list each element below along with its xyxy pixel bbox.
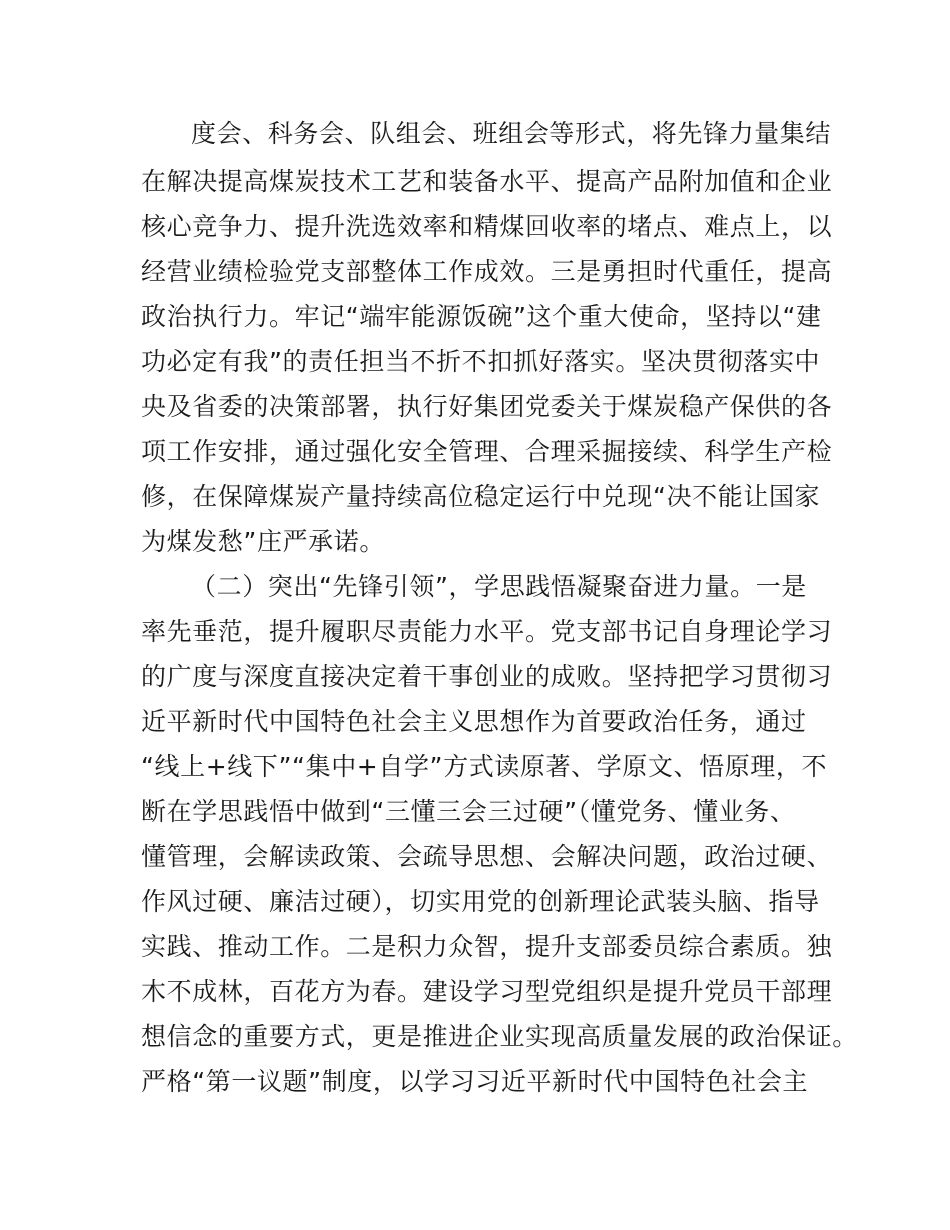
text-line: （二）突出“先锋引领”，学思践悟凝聚奋进力量。一是	[191, 572, 807, 601]
text-line: 断在学思践悟中做到“三懂三会三过硬”（懂党务、懂业务、	[141, 797, 796, 826]
text-line: 项工作安排，通过强化安全管理、合理采掘接续、科学生产检	[141, 437, 833, 466]
text-line: 核心竞争力、提升洗选效率和精煤回收率的堵点、难点上，以	[141, 212, 833, 241]
text-line: 在解决提高煤炭技术工艺和装备水平、提高产品附加值和企业	[141, 167, 833, 196]
text-line: 度会、科务会、队组会、班组会等形式，将先锋力量集结	[191, 119, 832, 148]
text-line: 央及省委的决策部署，执行好集团党委关于煤炭稳产保供的各	[141, 392, 833, 421]
text-line: 的广度与深度直接决定着干事创业的成败。坚持把学习贯彻习	[141, 662, 833, 691]
text-line: 为煤发愁”庄严承诺。	[141, 527, 385, 556]
text-line: 政治执行力。牢记“端牢能源饭碗”这个重大使命，坚持以“建	[141, 302, 822, 331]
text-line: 率先垂范，提升履职尽责能力水平。党支部书记自身理论学习	[141, 617, 833, 646]
text-line: 经营业绩检验党支部整体工作成效。三是勇担时代重任，提高	[141, 257, 833, 286]
text-line: 修，在保障煤炭产量持续高位稳定运行中兑现“决不能让国家	[141, 482, 821, 511]
text-line: 想信念的重要方式，更是推进企业实现高质量发展的政治保证。	[141, 1022, 858, 1051]
text-line: 懂管理，会解读政策、会疏导思想、会解决问题，政治过硬、	[141, 842, 833, 871]
text-line: 功必定有我”的责任担当不折不扣抓好落实。坚决贯彻落实中	[141, 347, 821, 376]
text-line: 木不成林，百花方为春。建设学习型党组织是提升党员干部理	[141, 977, 833, 1006]
text-line: 实践、推动工作。二是积力众智，提升支部委员综合素质。独	[141, 932, 833, 961]
text-line: “线上+线下”“集中+自学”方式读原著、学原文、悟原理，不	[141, 752, 828, 781]
text-line: 近平新时代中国特色社会主义思想作为首要政治任务，通过	[141, 707, 807, 736]
text-line: 作风过硬、廉洁过硬），切实用党的创新理论武装头脑、指导	[141, 887, 820, 916]
text-line: 严格“第一议题”制度，以学习习近平新时代中国特色社会主	[141, 1067, 809, 1096]
